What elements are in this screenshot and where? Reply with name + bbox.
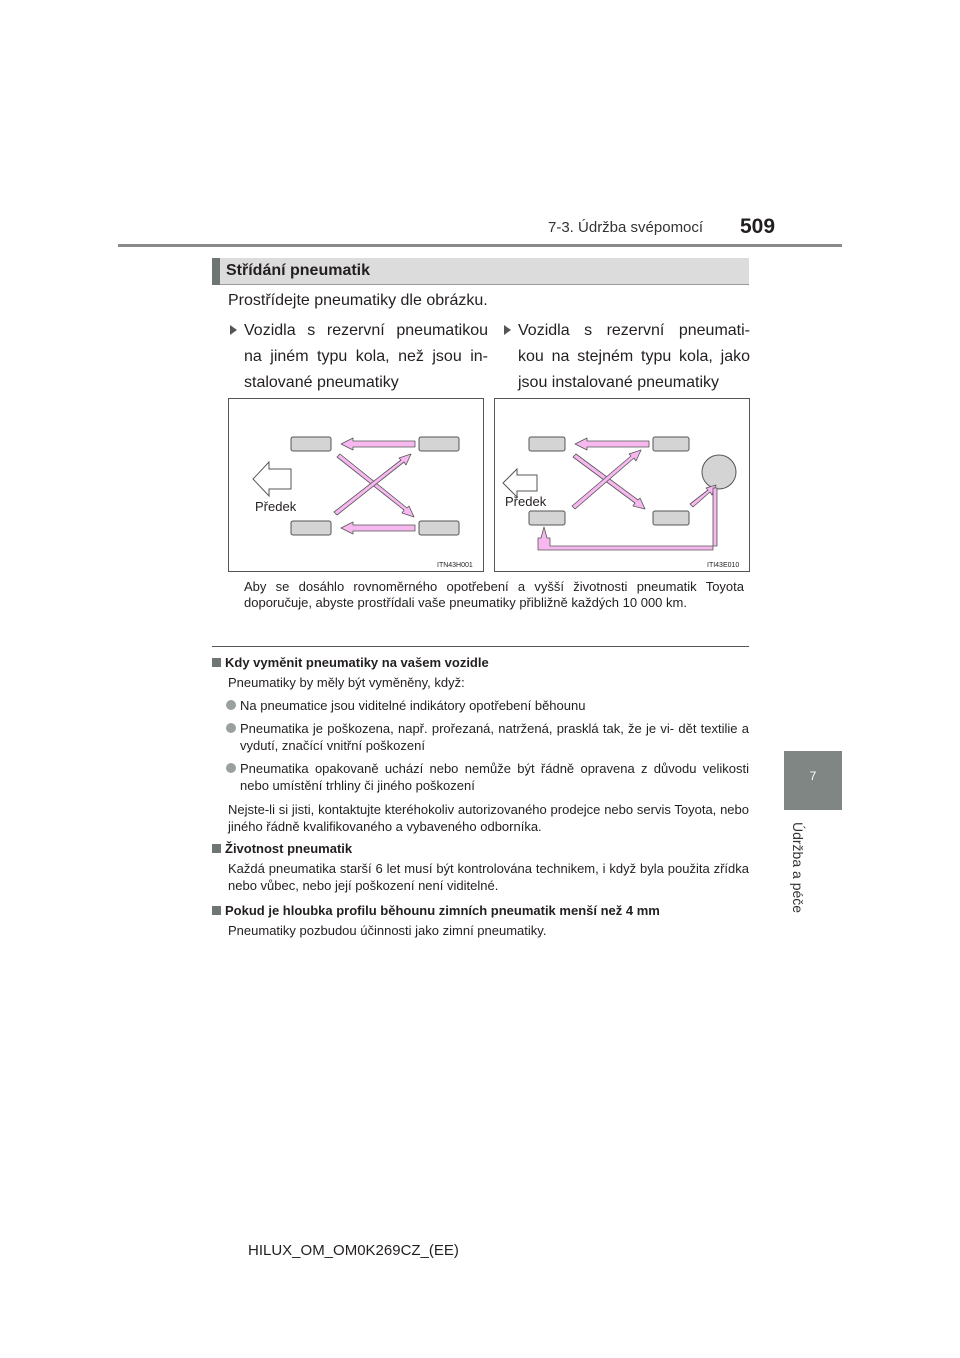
square-bullet-icon [212,906,221,915]
tire-rear-right [419,521,459,535]
chapter-label: Údržba a péče [790,822,806,914]
circle-bullet-icon [226,723,236,733]
front-label: Předek [505,494,547,509]
page-number: 509 [740,215,776,238]
arrow-icon [690,485,716,507]
tire-front-left [291,437,331,451]
arrow-icon [575,438,649,450]
note-life-text: Každá pneumatika starší 6 let musí být kontrolována technikem, i když byla použita zřídka nebo vůbec, nebo její poškození není viditelné. [228,861,749,893]
figure-code: ITI43E010 [707,562,740,569]
column-right-text: Vozidla s rezervní pneumati- kou na stejném typu kola, jako jsou instalované pneumatiky [518,322,750,391]
list-item: Pneumatika je poškozena, např. prořezaná, natržená, prasklá tak, že je vi- dět textilie a vydutí, značící vnitřní poškození [240,720,749,754]
note-life-title: Životnost pneumatik [212,840,749,857]
front-arrow-icon [503,469,537,497]
tire-rotation-diagram-left [228,398,484,572]
note-winter-text: Pneumatiky pozbudou účinnosti jako zimní pneumatiky. [228,923,547,938]
footer-document-code: HILUX_OM_OM0K269CZ_(EE) [248,1242,459,1259]
spare-tire [702,455,736,489]
section-divider [212,646,749,647]
chapter-tab: 7 [784,751,842,810]
header-rule [118,244,842,247]
square-bullet-icon [212,658,221,667]
section-path: 7-3. Údržba svépomocí [548,219,704,236]
figure-code: ITN43H001 [437,562,473,569]
list-item: Na pneumatice jsou viditelné indikátory opotřebení běhounu [240,697,749,714]
column-left-text: Vozidla s rezervní pneumatikou na jiném typu kola, než jsou in- stalované pneumatiky [244,322,488,391]
rotation-diagram-svg [229,399,483,571]
section-heading [212,258,749,285]
column-left-heading [244,318,488,396]
circle-bullet-icon [226,700,236,710]
heading-accent-bar [212,258,220,285]
triangle-bullet-icon [230,325,237,335]
rotation-diagram-svg [495,399,749,571]
front-label: Předek [255,499,297,514]
front-arrow-icon [253,462,291,496]
square-bullet-icon [212,844,221,853]
tire-front-left [529,437,565,451]
circle-bullet-icon [226,763,236,773]
arrow-icon [341,522,415,534]
note-winter-title: Pokud je hloubka profilu běhounu zimních pneumatik menší než 4 mm [212,902,749,919]
note-replace-title: Kdy vyměnit pneumatiky na vašem vozidle [212,654,749,671]
column-right-heading [518,318,750,396]
figure-caption: Aby se dosáhlo rovnoměrného opotřebení a vyšší životnosti pneumatik Toyota doporučuje, abyste prostřídali vaše pneumatiky přibližně každých 10 000 km. [244,579,744,610]
tire-front-right [419,437,459,451]
list-item: Pneumatika opakovaně uchází nebo nemůže být řádně opravena z důvodu velikosti nebo umístění trhliny či jiného poškození [240,760,749,794]
tire-rear-left [291,521,331,535]
section-heading-text: Střídání pneumatik [226,262,371,279]
tire-front-right [653,437,689,451]
note-replace-intro: Pneumatiky by měly být vyměněny, když: [228,675,465,690]
tire-rear-left [529,511,565,525]
arrow-icon [341,438,415,450]
triangle-bullet-icon [504,325,511,335]
tire-rear-right [653,511,689,525]
tire-rotation-diagram-right [494,398,750,572]
note-replace-outro: Nejste-li si jisti, kontaktujte kteréhokoliv autorizovaného prodejce nebo servis Toyota, nebo jiného řádně kvalifikovaného a vybaveného odborníka. [228,802,749,834]
intro-text: Prostřídejte pneumatiky dle obrázku. [228,292,488,309]
